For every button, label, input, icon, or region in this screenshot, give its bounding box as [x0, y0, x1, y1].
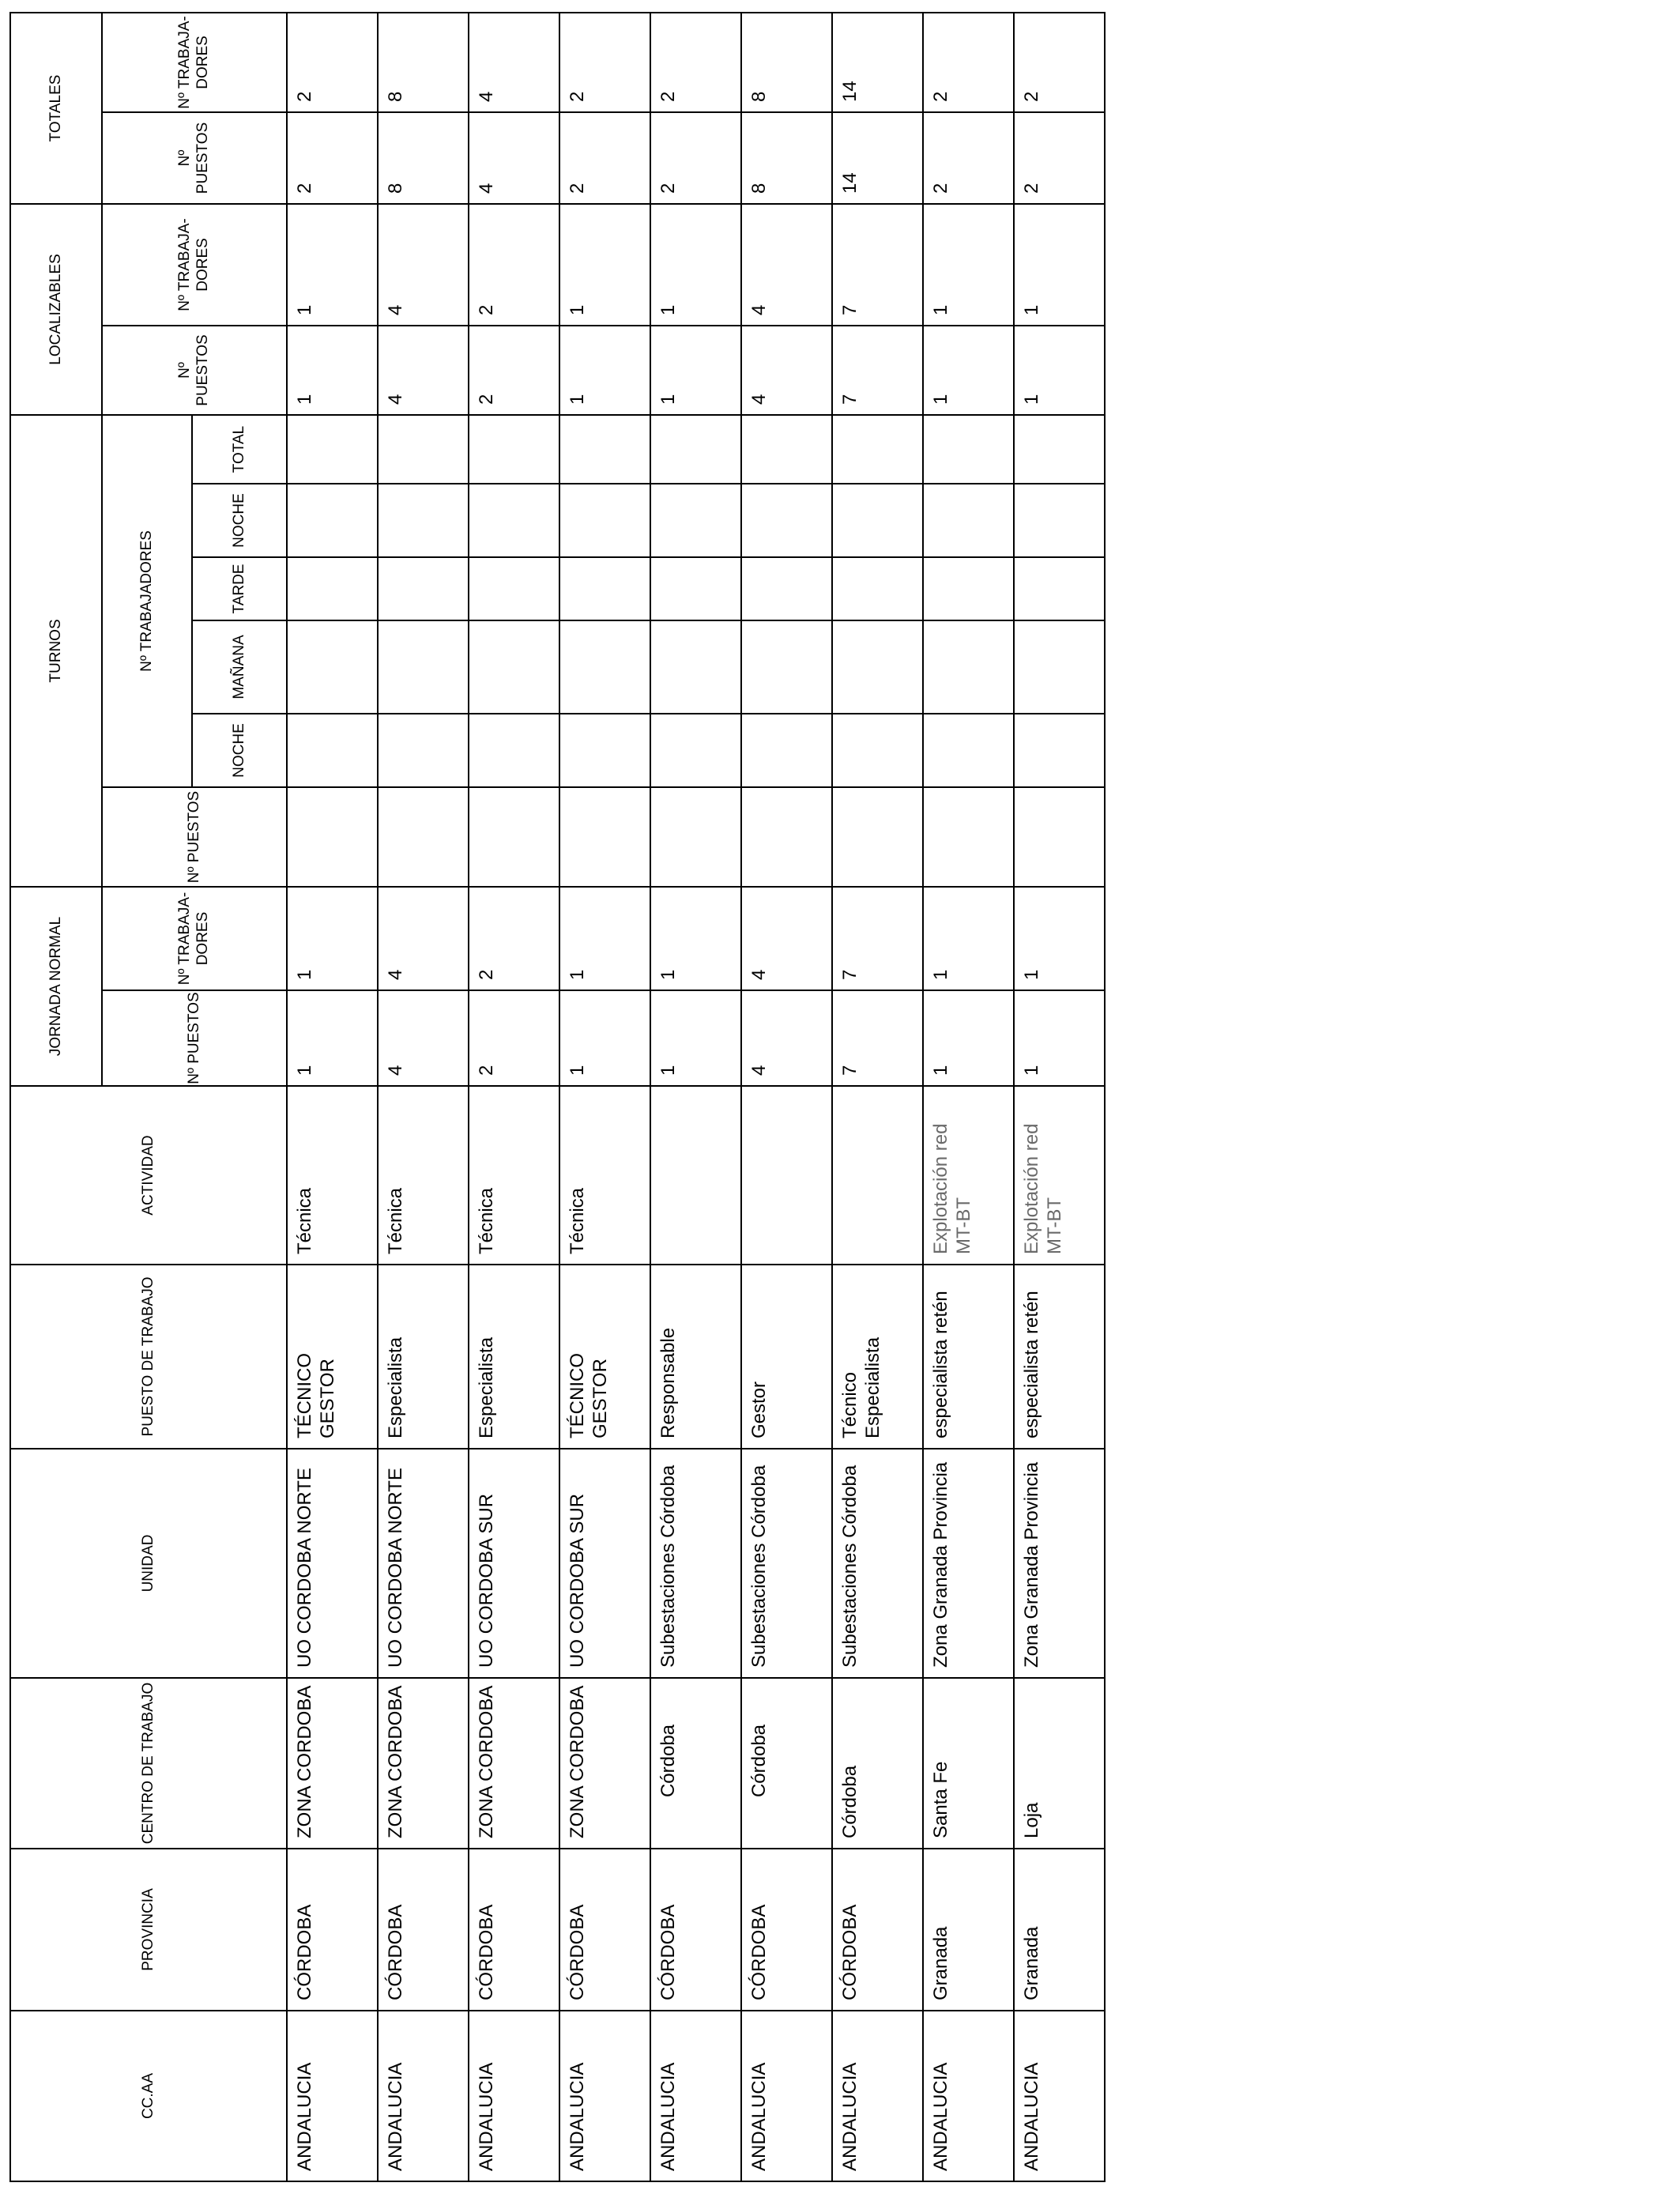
table-row [741, 13, 832, 2181]
header-noche-1: NOCHE [192, 714, 287, 787]
cell-jn-trabajadores: 1 [1014, 887, 1105, 990]
cell-turnos-tarde [559, 557, 650, 620]
cell-turnos-tarde [469, 557, 559, 620]
cell-puesto: especialista retén [923, 1265, 1014, 1449]
cell-turnos-total [1014, 415, 1105, 484]
cell-jn-trabajadores: 1 [650, 887, 741, 990]
cell-puesto: TÉCNICO GESTOR [559, 1265, 650, 1449]
cell-tot-trabajadores: 2 [1014, 13, 1105, 112]
cell-tot-puestos: 4 [469, 112, 559, 204]
cell-actividad: Técnica [287, 1086, 378, 1265]
table-body [287, 13, 1105, 2181]
cell-unidad: Subestaciones Córdoba [741, 1449, 832, 1678]
cell-loc-trabajadores: 4 [378, 204, 469, 326]
cell-tot-trabajadores: 8 [378, 13, 469, 112]
cell-loc-puestos: 4 [741, 326, 832, 415]
cell-puesto: TÉCNICO GESTOR [287, 1265, 378, 1449]
cell-loc-puestos: 1 [1014, 326, 1105, 415]
cell-tot-puestos: 2 [559, 112, 650, 204]
cell-provincia: CÓRDOBA [650, 1849, 741, 2011]
cell-loc-trabajadores: 1 [1014, 204, 1105, 326]
table-row [650, 13, 741, 2181]
header-turnos: TURNOS [10, 415, 102, 887]
cell-tot-puestos: 2 [650, 112, 741, 204]
cell-turnos-noche-1 [650, 714, 741, 787]
cell-turnos-noche-1 [469, 714, 559, 787]
cell-jn-trabajadores: 1 [287, 887, 378, 990]
cell-loc-trabajadores: 1 [650, 204, 741, 326]
cell-turnos-total [469, 415, 559, 484]
header-provincia: PROVINCIA [10, 1849, 287, 2011]
header-total: TOTAL [192, 415, 287, 484]
cell-unidad: UO CORDOBA SUR [559, 1449, 650, 1678]
cell-loc-trabajadores: 1 [559, 204, 650, 326]
cell-turnos-noche-2 [378, 484, 469, 557]
cell-tot-puestos: 2 [1014, 112, 1105, 204]
cell-centro: ZONA CORDOBA [469, 1678, 559, 1849]
cell-provincia: CÓRDOBA [832, 1849, 923, 2011]
cell-centro: Córdoba [650, 1678, 741, 1849]
header-noche-2: NOCHE [192, 484, 287, 557]
cell-puesto: Especialista [378, 1265, 469, 1449]
cell-loc-puestos: 1 [650, 326, 741, 415]
cell-jn-puestos: 1 [287, 990, 378, 1086]
cell-turnos-manana [741, 620, 832, 714]
cell-turnos-total [923, 415, 1014, 484]
cell-tot-trabajadores: 14 [832, 13, 923, 112]
table-row [923, 13, 1014, 2181]
cell-turnos-total [650, 415, 741, 484]
table-row [469, 13, 559, 2181]
cell-turnos-total [378, 415, 469, 484]
cell-turnos-tarde [1014, 557, 1105, 620]
header-loc-trabajadores: Nº TRABAJA-DORES [102, 204, 287, 326]
cell-tot-trabajadores: 2 [287, 13, 378, 112]
cell-jn-puestos: 1 [650, 990, 741, 1086]
cell-provincia: CÓRDOBA [378, 1849, 469, 2011]
cell-turnos-noche-1 [741, 714, 832, 787]
cell-actividad: Técnica [469, 1086, 559, 1265]
cell-turnos-noche-1 [287, 714, 378, 787]
cell-turnos-manana [378, 620, 469, 714]
cell-turnos-tarde [378, 557, 469, 620]
cell-ccaa: ANDALUCIA [287, 2011, 378, 2181]
cell-turnos-noche-2 [469, 484, 559, 557]
cell-jn-puestos: 1 [559, 990, 650, 1086]
cell-turnos-noche-2 [923, 484, 1014, 557]
cell-tot-puestos: 2 [287, 112, 378, 204]
cell-turnos-tarde [741, 557, 832, 620]
cell-jn-puestos: 7 [832, 990, 923, 1086]
cell-turnos-noche-2 [287, 484, 378, 557]
cell-centro: ZONA CORDOBA [559, 1678, 650, 1849]
cell-jn-puestos: 4 [741, 990, 832, 1086]
cell-unidad: UO CORDOBA NORTE [287, 1449, 378, 1678]
cell-actividad [832, 1086, 923, 1265]
cell-unidad: UO CORDOBA SUR [469, 1449, 559, 1678]
cell-turnos-manana [1014, 620, 1105, 714]
cell-turnos-noche-2 [1014, 484, 1105, 557]
cell-puesto: Responsable [650, 1265, 741, 1449]
cell-tot-trabajadores: 4 [469, 13, 559, 112]
cell-unidad: UO CORDOBA NORTE [378, 1449, 469, 1678]
cell-turnos-puestos [741, 787, 832, 887]
table-row [832, 13, 923, 2181]
cell-loc-puestos: 2 [469, 326, 559, 415]
cell-turnos-puestos [559, 787, 650, 887]
header-totales: TOTALES [10, 13, 102, 204]
cell-turnos-manana [923, 620, 1014, 714]
cell-jn-trabajadores: 4 [741, 887, 832, 990]
table-row [378, 13, 469, 2181]
cell-turnos-noche-2 [741, 484, 832, 557]
cell-turnos-manana [469, 620, 559, 714]
header-turnos-trabajadores: Nº TRABAJADORES [102, 415, 192, 787]
cell-provincia: Granada [1014, 1849, 1105, 2011]
cell-unidad: Subestaciones Córdoba [650, 1449, 741, 1678]
header-ccaa: CC.AA [10, 2011, 287, 2181]
cell-turnos-puestos [378, 787, 469, 887]
cell-turnos-noche-2 [832, 484, 923, 557]
header-puesto: PUESTO DE TRABAJO [10, 1265, 287, 1449]
cell-tot-trabajadores: 2 [923, 13, 1014, 112]
cell-provincia: CÓRDOBA [559, 1849, 650, 2011]
cell-tot-trabajadores: 8 [741, 13, 832, 112]
cell-puesto: Especialista [469, 1265, 559, 1449]
cell-actividad [741, 1086, 832, 1265]
cell-loc-puestos: 1 [287, 326, 378, 415]
cell-tot-puestos: 14 [832, 112, 923, 204]
cell-loc-trabajadores: 4 [741, 204, 832, 326]
cell-jn-trabajadores: 2 [469, 887, 559, 990]
cell-tot-puestos: 8 [741, 112, 832, 204]
cell-tot-puestos: 2 [923, 112, 1014, 204]
cell-unidad: Zona Granada Provincia [1014, 1449, 1105, 1678]
cell-loc-trabajadores: 1 [287, 204, 378, 326]
cell-tot-trabajadores: 2 [650, 13, 741, 112]
cell-actividad: Técnica [378, 1086, 469, 1265]
cell-jn-trabajadores: 7 [832, 887, 923, 990]
cell-loc-puestos: 1 [559, 326, 650, 415]
cell-centro: Loja [1014, 1678, 1105, 1849]
staffing-table [9, 12, 1106, 2182]
cell-turnos-puestos [469, 787, 559, 887]
cell-puesto: especialista retén [1014, 1265, 1105, 1449]
cell-turnos-noche-1 [1014, 714, 1105, 787]
header-localizables: LOCALIZABLES [10, 204, 102, 415]
cell-actividad: Técnica [559, 1086, 650, 1265]
cell-turnos-tarde [832, 557, 923, 620]
cell-jn-trabajadores: 1 [559, 887, 650, 990]
cell-jn-puestos: 4 [378, 990, 469, 1086]
header-jornada-normal: JORNADA NORMAL [10, 887, 102, 1086]
cell-turnos-manana [559, 620, 650, 714]
header-jn-puestos: Nº PUESTOS [102, 990, 287, 1086]
cell-centro: ZONA CORDOBA [287, 1678, 378, 1849]
cell-provincia: CÓRDOBA [469, 1849, 559, 2011]
cell-jn-puestos: 1 [1014, 990, 1105, 1086]
header-actividad: ACTIVIDAD [10, 1086, 287, 1265]
cell-centro: Santa Fe [923, 1678, 1014, 1849]
cell-turnos-total [559, 415, 650, 484]
cell-turnos-total [832, 415, 923, 484]
cell-tot-puestos: 8 [378, 112, 469, 204]
cell-turnos-noche-1 [832, 714, 923, 787]
header-manana: MAÑANA [192, 620, 287, 714]
cell-ccaa: ANDALUCIA [923, 2011, 1014, 2181]
cell-puesto: Gestor [741, 1265, 832, 1449]
cell-provincia: Granada [923, 1849, 1014, 2011]
cell-jn-puestos: 2 [469, 990, 559, 1086]
cell-ccaa: ANDALUCIA [650, 2011, 741, 2181]
cell-turnos-tarde [650, 557, 741, 620]
table-row [1014, 13, 1105, 2181]
cell-loc-trabajadores: 2 [469, 204, 559, 326]
cell-loc-trabajadores: 7 [832, 204, 923, 326]
header-loc-puestos: Nº PUESTOS [102, 326, 287, 415]
table-row [287, 13, 378, 2181]
cell-turnos-total [287, 415, 378, 484]
cell-turnos-puestos [287, 787, 378, 887]
cell-unidad: Zona Granada Provincia [923, 1449, 1014, 1678]
cell-turnos-manana [287, 620, 378, 714]
cell-turnos-puestos [650, 787, 741, 887]
header-unidad: UNIDAD [10, 1449, 287, 1678]
cell-ccaa: ANDALUCIA [1014, 2011, 1105, 2181]
cell-turnos-puestos [832, 787, 923, 887]
cell-turnos-tarde [287, 557, 378, 620]
cell-puesto: Técnico Especialista [832, 1265, 923, 1449]
cell-turnos-noche-1 [378, 714, 469, 787]
cell-turnos-noche-1 [923, 714, 1014, 787]
cell-unidad: Subestaciones Córdoba [832, 1449, 923, 1678]
cell-turnos-total [741, 415, 832, 484]
header-jn-trabajadores: Nº TRABAJA-DORES [102, 887, 287, 990]
table-row [559, 13, 650, 2181]
cell-centro: ZONA CORDOBA [378, 1678, 469, 1849]
cell-ccaa: ANDALUCIA [741, 2011, 832, 2181]
cell-turnos-tarde [923, 557, 1014, 620]
cell-ccaa: ANDALUCIA [832, 2011, 923, 2181]
header-tot-puestos: Nº PUESTOS [102, 112, 287, 204]
cell-turnos-puestos [923, 787, 1014, 887]
cell-ccaa: ANDALUCIA [469, 2011, 559, 2181]
cell-loc-puestos: 1 [923, 326, 1014, 415]
header-centro: CENTRO DE TRABAJO [10, 1678, 287, 1849]
header-tot-trabajadores: Nº TRABAJA-DORES [102, 13, 287, 112]
cell-ccaa: ANDALUCIA [378, 2011, 469, 2181]
cell-loc-puestos: 4 [378, 326, 469, 415]
cell-jn-puestos: 1 [923, 990, 1014, 1086]
cell-turnos-manana [832, 620, 923, 714]
cell-jn-trabajadores: 1 [923, 887, 1014, 990]
cell-turnos-noche-2 [559, 484, 650, 557]
cell-turnos-manana [650, 620, 741, 714]
cell-jn-trabajadores: 4 [378, 887, 469, 990]
cell-actividad [650, 1086, 741, 1265]
cell-loc-puestos: 7 [832, 326, 923, 415]
header-turnos-puestos: Nº PUESTOS [102, 787, 287, 887]
cell-tot-trabajadores: 2 [559, 13, 650, 112]
cell-actividad: Explotación red MT-BT [1014, 1086, 1105, 1265]
cell-loc-trabajadores: 1 [923, 204, 1014, 326]
cell-centro: Córdoba [832, 1678, 923, 1849]
cell-centro: Córdoba [741, 1678, 832, 1849]
cell-turnos-puestos [1014, 787, 1105, 887]
header-tarde: TARDE [192, 557, 287, 620]
cell-actividad: Explotación red MT-BT [923, 1086, 1014, 1265]
cell-turnos-noche-2 [650, 484, 741, 557]
cell-turnos-noche-1 [559, 714, 650, 787]
cell-provincia: CÓRDOBA [287, 1849, 378, 2011]
cell-provincia: CÓRDOBA [741, 1849, 832, 2011]
cell-ccaa: ANDALUCIA [559, 2011, 650, 2181]
